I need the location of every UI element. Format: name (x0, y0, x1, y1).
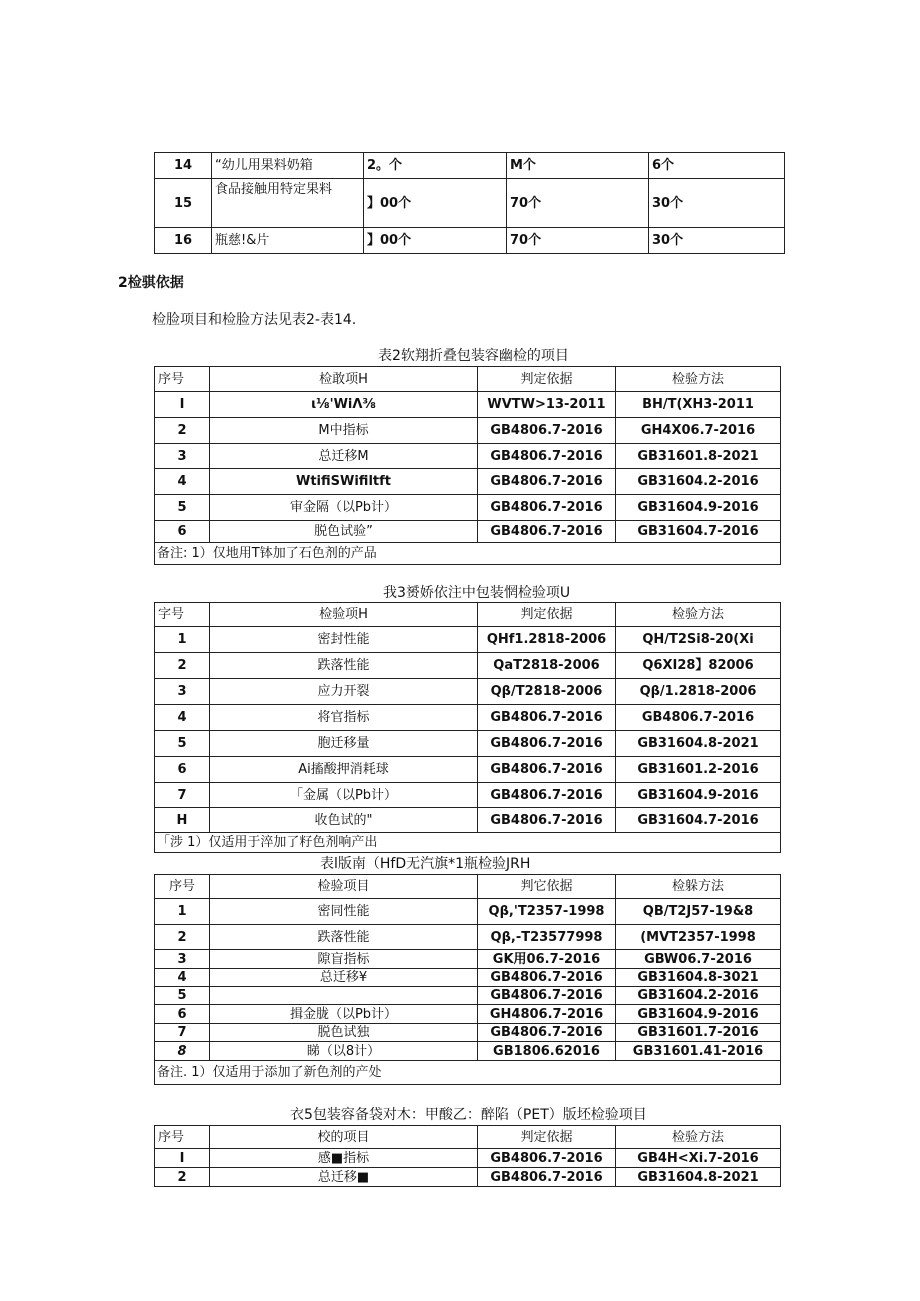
row-number: 8 (155, 1042, 210, 1061)
row-number: 16 (155, 228, 212, 254)
table-row (155, 899, 781, 925)
header-cell: 判定依据 (478, 1126, 616, 1149)
table-row (155, 679, 781, 705)
method: GB31601.41-2016 (616, 1042, 781, 1061)
row-number: H (155, 808, 210, 833)
basis: GK用06.7-2016 (478, 950, 616, 969)
table4-caption: 表l版南（HfD无汽旗*1瓶检验JRH (320, 856, 531, 872)
test-item: 脱色试独 (210, 1024, 478, 1042)
table-row (155, 925, 781, 950)
table-row (155, 1005, 781, 1024)
method: GB31604.7-2016 (616, 808, 781, 833)
method: QH/T2Si8-20(Xi (616, 627, 781, 653)
method: GB31604.9-2016 (616, 783, 781, 808)
product-name: 食品接触用特定果料 (212, 179, 364, 228)
header-cell: 检验方法 (616, 367, 781, 392)
header-cell: 检验方法 (616, 603, 781, 627)
basis: WVTW>13-2011 (478, 392, 616, 418)
sample-quantity-table (154, 152, 785, 254)
table-row (155, 495, 781, 521)
table-note-row (155, 833, 781, 853)
basis: GB4806.7-2016 (478, 495, 616, 521)
product-name: “幼儿用果料奶箱 (212, 153, 364, 179)
method: GB31604.8-2021 (616, 1168, 781, 1187)
row-number: 5 (155, 731, 210, 757)
basis: GB4806.7-2016 (478, 1149, 616, 1168)
basis: GB4806.7-2016 (478, 521, 616, 543)
test-item: 总迁移■ (210, 1168, 478, 1187)
basis: GH4806.7-2016 (478, 1005, 616, 1024)
header-cell: 检躲方法 (616, 875, 781, 899)
basis: GB4806.7-2016 (478, 444, 616, 469)
table2-caption: 表2软翔折叠包装容幽检的项目 (378, 348, 569, 364)
row-number: 2 (155, 653, 210, 679)
table5 (154, 1125, 781, 1187)
table-note-row (155, 1061, 781, 1085)
basis: Qβ/T2818-2006 (478, 679, 616, 705)
method: GBW06.7-2016 (616, 950, 781, 969)
test-item: 应力开裂 (210, 679, 478, 705)
row-number: 3 (155, 679, 210, 705)
table-row (155, 950, 781, 969)
table-row (155, 392, 781, 418)
method: GB31601.7-2016 (616, 1024, 781, 1042)
product-name: 瓶慈!&片 (212, 228, 364, 254)
method: GB31604.7-2016 (616, 521, 781, 543)
table-row (155, 1042, 781, 1061)
basis: GB4806.7-2016 (478, 783, 616, 808)
quantity-b: M个 (507, 153, 649, 179)
test-item: M中指标 (210, 418, 478, 444)
test-item: 收色试的" (210, 808, 478, 833)
table-row (155, 179, 785, 228)
table3 (154, 602, 781, 853)
basis: QHf1.2818-2006 (478, 627, 616, 653)
quantity-c: 6个 (649, 153, 785, 179)
table-row (155, 1024, 781, 1042)
method: BH/T(XH3-2011 (616, 392, 781, 418)
test-item: 跌落性能 (210, 653, 478, 679)
test-item: ι⅛'WiΛ⅜ (210, 392, 478, 418)
header-cell: 检验项目 (210, 875, 478, 899)
basis: GB4806.7-2016 (478, 705, 616, 731)
row-number: 2 (155, 418, 210, 444)
row-number: 2 (155, 1168, 210, 1187)
basis: GB4806.7-2016 (478, 987, 616, 1005)
intro-paragraph: 检脸项目和检脸方法见表2-表14. (152, 312, 357, 328)
table-row (155, 757, 781, 783)
basis: QaT2818-2006 (478, 653, 616, 679)
test-item: 揖金胧（以Pb计） (210, 1005, 478, 1024)
row-number: 7 (155, 783, 210, 808)
header-cell: 判定依据 (478, 367, 616, 392)
row-number: 4 (155, 469, 210, 495)
basis: GB4806.7-2016 (478, 731, 616, 757)
table-row (155, 731, 781, 757)
test-item: WtifiSWifiltft (210, 469, 478, 495)
test-item: 跌落性能 (210, 925, 478, 950)
header-cell: 判定依据 (478, 603, 616, 627)
header-cell: 序号 (155, 367, 210, 392)
method: GB31604.2-2016 (616, 469, 781, 495)
test-item: 将官指标 (210, 705, 478, 731)
test-item: 密同性能 (210, 899, 478, 925)
row-number: 7 (155, 1024, 210, 1042)
quantity-b: 70个 (507, 228, 649, 254)
row-number: I (155, 392, 210, 418)
table3-caption: 我3赟娇依注中包装惘检验项U (383, 585, 571, 601)
table-row (155, 969, 781, 987)
method: (MVT2357-1998 (616, 925, 781, 950)
quantity-a: 2。个 (364, 153, 507, 179)
table-row (155, 418, 781, 444)
test-item (210, 987, 478, 1005)
table-header-row (155, 875, 781, 899)
row-number: 15 (155, 179, 212, 228)
table-note-row (155, 543, 781, 565)
row-number: 1 (155, 627, 210, 653)
table-note: 备注: 1）仅地用T钵加了石色剂的产品 (155, 543, 781, 565)
header-cell: 检验项H (210, 603, 478, 627)
table-header-row (155, 603, 781, 627)
test-item: 胞迁移量 (210, 731, 478, 757)
method: GB4806.7-2016 (616, 705, 781, 731)
table-header-row (155, 367, 781, 392)
table-row (155, 1149, 781, 1168)
quantity-b: 70个 (507, 179, 649, 228)
quantity-a: 】00个 (364, 179, 507, 228)
row-number: 2 (155, 925, 210, 950)
header-cell: 字号 (155, 603, 210, 627)
basis: GB4806.7-2016 (478, 808, 616, 833)
basis: Qβ,-T23577998 (478, 925, 616, 950)
table-row (155, 627, 781, 653)
method: GB31601.2-2016 (616, 757, 781, 783)
table-row (155, 228, 785, 254)
basis: GB4806.7-2016 (478, 1168, 616, 1187)
basis: GB4806.7-2016 (478, 757, 616, 783)
table4 (154, 874, 781, 1085)
method: GB31604.8-2021 (616, 731, 781, 757)
method: Qβ/1.2818-2006 (616, 679, 781, 705)
test-item: 总迁移M (210, 444, 478, 469)
quantity-c: 30个 (649, 179, 785, 228)
test-item: Ai搐酸押消耗球 (210, 757, 478, 783)
method: GH4X06.7-2016 (616, 418, 781, 444)
row-number: 1 (155, 899, 210, 925)
test-item: 「金属（以Pb计） (210, 783, 478, 808)
test-item: 隙盲指标 (210, 950, 478, 969)
row-number: 4 (155, 705, 210, 731)
method: GB31604.9-2016 (616, 1005, 781, 1024)
row-number: I (155, 1149, 210, 1168)
header-cell: 检验方法 (616, 1126, 781, 1149)
table2 (154, 366, 781, 565)
test-item: 密封性能 (210, 627, 478, 653)
table-row (155, 783, 781, 808)
basis: GB4806.7-2016 (478, 969, 616, 987)
table-row (155, 153, 785, 179)
test-item: 审金隔（以Pb计） (210, 495, 478, 521)
row-number: 3 (155, 444, 210, 469)
header-cell: 校的项目 (210, 1126, 478, 1149)
method: GB31604.9-2016 (616, 495, 781, 521)
row-number: 5 (155, 987, 210, 1005)
table-note: 「涉 1）仅适用于淬加了籽色剂响产出 (155, 833, 781, 853)
method: GB4H<Xi.7-2016 (616, 1149, 781, 1168)
test-item: 感■指标 (210, 1149, 478, 1168)
row-number: 5 (155, 495, 210, 521)
basis: GB4806.7-2016 (478, 418, 616, 444)
basis: GB4806.7-2016 (478, 1024, 616, 1042)
table-row (155, 808, 781, 833)
table-header-row (155, 1126, 781, 1149)
table-note: 备注. 1）仅适用于添加了新色剂的产处 (155, 1061, 781, 1085)
header-cell: 判它依据 (478, 875, 616, 899)
method: QB/T2J57-19&8 (616, 899, 781, 925)
basis: GB1806.62016 (478, 1042, 616, 1061)
header-cell: 序号 (155, 875, 210, 899)
method: Q6XI28】82006 (616, 653, 781, 679)
table-row (155, 653, 781, 679)
row-number: 6 (155, 757, 210, 783)
table-row (155, 987, 781, 1005)
test-item: 睇（以8计） (210, 1042, 478, 1061)
row-number: 6 (155, 1005, 210, 1024)
quantity-c: 30个 (649, 228, 785, 254)
table-row (155, 469, 781, 495)
method: GB31601.8-2021 (616, 444, 781, 469)
basis: Qβ,'T2357-1998 (478, 899, 616, 925)
header-cell: 序号 (155, 1126, 210, 1149)
table-row (155, 444, 781, 469)
quantity-a: 】00个 (364, 228, 507, 254)
method: GB31604.8-3021 (616, 969, 781, 987)
table-row (155, 521, 781, 543)
table-row (155, 705, 781, 731)
test-item: 脱色试验” (210, 521, 478, 543)
basis: GB4806.7-2016 (478, 469, 616, 495)
table-row (155, 1168, 781, 1187)
row-number: 6 (155, 521, 210, 543)
row-number: 4 (155, 969, 210, 987)
row-number: 14 (155, 153, 212, 179)
section-heading: 2检骐依据 (118, 275, 184, 291)
header-cell: 检敢项H (210, 367, 478, 392)
test-item: 总迁移¥ (210, 969, 478, 987)
method: GB31604.2-2016 (616, 987, 781, 1005)
table5-caption: 衣5包装容备袋对木：甲酸乙：醉陷（PET）版坯检验项目 (290, 1107, 647, 1123)
row-number: 3 (155, 950, 210, 969)
